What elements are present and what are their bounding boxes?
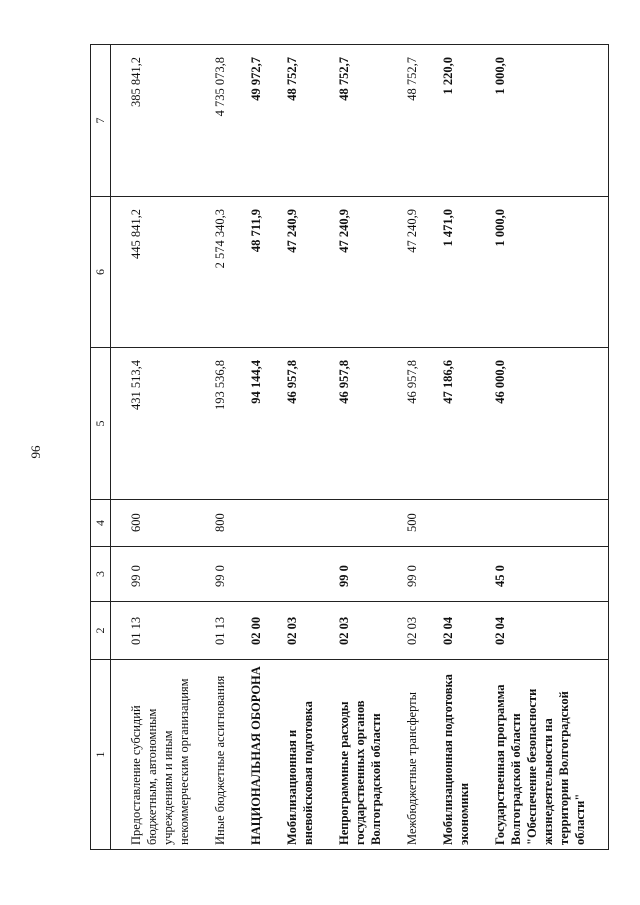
row-expense-type: 600 bbox=[128, 500, 192, 547]
budget-table bbox=[90, 44, 609, 850]
row-value-7: 1 220,0 bbox=[440, 45, 472, 197]
row-article bbox=[284, 547, 316, 602]
row-article: 99 0 bbox=[336, 547, 384, 602]
row-expense-type bbox=[284, 500, 316, 547]
header-col-1: 1 bbox=[91, 660, 111, 850]
row-expense-type: 500 bbox=[404, 500, 420, 547]
row-name: Государственная программа Волгоградской области "Обеспечение безопасности жизнедеятельности на территории Волгоградской области" bbox=[492, 660, 588, 850]
row-value-5: 94 144,4 bbox=[248, 348, 264, 500]
row-value-6: 47 240,9 bbox=[404, 197, 420, 348]
row-expense-type: 800 bbox=[212, 500, 228, 547]
row-value-5: 47 186,6 bbox=[440, 348, 472, 500]
page-number: 96 bbox=[28, 445, 43, 459]
row-expense-type bbox=[492, 500, 588, 547]
row-value-7: 4 735 073,8 bbox=[212, 45, 228, 197]
table-body bbox=[111, 45, 609, 850]
row-section: 02 04 bbox=[492, 602, 588, 660]
row-article: 99 0 bbox=[404, 547, 420, 602]
row-article bbox=[440, 547, 472, 602]
row-name: НАЦИОНАЛЬНАЯ ОБОРОНА bbox=[248, 660, 264, 850]
row-value-7: 49 972,7 bbox=[248, 45, 264, 197]
row-name: Непрограммные расходы государственных органов Волгоградской области bbox=[336, 660, 384, 850]
header-col-7: 7 bbox=[91, 45, 111, 197]
row-value-7: 48 752,7 bbox=[336, 45, 384, 197]
row-name: Мобилизационная и вневойсковая подготовка bbox=[284, 660, 316, 850]
rotated-table-container bbox=[90, 45, 588, 850]
row-value-6: 47 240,9 bbox=[336, 197, 384, 348]
row-value-6: 445 841,2 bbox=[128, 197, 192, 348]
row-article: 99 0 bbox=[212, 547, 228, 602]
header-col-3: 3 bbox=[91, 547, 111, 602]
table-row bbox=[128, 45, 192, 850]
row-article: 99 0 bbox=[128, 547, 192, 602]
row-section: 02 03 bbox=[284, 602, 316, 660]
row-article bbox=[248, 547, 264, 602]
table-row bbox=[284, 45, 316, 850]
row-value-5: 193 536,8 bbox=[212, 348, 228, 500]
row-section: 02 00 bbox=[248, 602, 264, 660]
table-row bbox=[404, 45, 420, 850]
row-name: Мобилизационная подготовка экономики bbox=[440, 660, 472, 850]
row-name: Предоставление субсидий бюджетным, автономным учреждениям и иным некоммерческим организациям bbox=[128, 660, 192, 850]
row-article: 45 0 bbox=[492, 547, 588, 602]
header-col-2: 2 bbox=[91, 602, 111, 660]
row-section: 01 13 bbox=[212, 602, 228, 660]
row-value-7: 48 752,7 bbox=[404, 45, 420, 197]
row-value-6: 48 711,9 bbox=[248, 197, 264, 348]
row-value-5: 46 957,8 bbox=[404, 348, 420, 500]
row-value-5: 431 513,4 bbox=[128, 348, 192, 500]
row-expense-type bbox=[248, 500, 264, 547]
header-col-4: 4 bbox=[91, 500, 111, 547]
table-row bbox=[336, 45, 384, 850]
row-expense-type bbox=[440, 500, 472, 547]
table-row bbox=[212, 45, 228, 850]
table-header bbox=[91, 45, 111, 850]
table-row bbox=[248, 45, 264, 850]
row-value-6: 1 471,0 bbox=[440, 197, 472, 348]
row-expense-type bbox=[336, 500, 384, 547]
row-name: Межбюджетные трансферты bbox=[404, 660, 420, 850]
row-value-7: 48 752,7 bbox=[284, 45, 316, 197]
row-value-6: 1 000,0 bbox=[492, 197, 588, 348]
table-row-gap bbox=[111, 45, 129, 850]
row-name: Иные бюджетные ассигнования bbox=[212, 660, 228, 850]
row-value-5: 46 000,0 bbox=[492, 348, 588, 500]
row-value-7: 385 841,2 bbox=[128, 45, 192, 197]
row-section: 02 03 bbox=[404, 602, 420, 660]
row-section: 02 03 bbox=[336, 602, 384, 660]
table-row bbox=[440, 45, 472, 850]
row-value-5: 46 957,8 bbox=[336, 348, 384, 500]
row-value-6: 47 240,9 bbox=[284, 197, 316, 348]
row-value-7: 1 000,0 bbox=[492, 45, 588, 197]
row-value-6: 2 574 340,3 bbox=[212, 197, 228, 348]
row-section: 02 04 bbox=[440, 602, 472, 660]
header-row bbox=[91, 45, 111, 850]
table-row bbox=[492, 45, 588, 850]
row-value-5: 46 957,8 bbox=[284, 348, 316, 500]
row-section: 01 13 bbox=[128, 602, 192, 660]
header-col-6: 6 bbox=[91, 197, 111, 348]
header-col-5: 5 bbox=[91, 348, 111, 500]
